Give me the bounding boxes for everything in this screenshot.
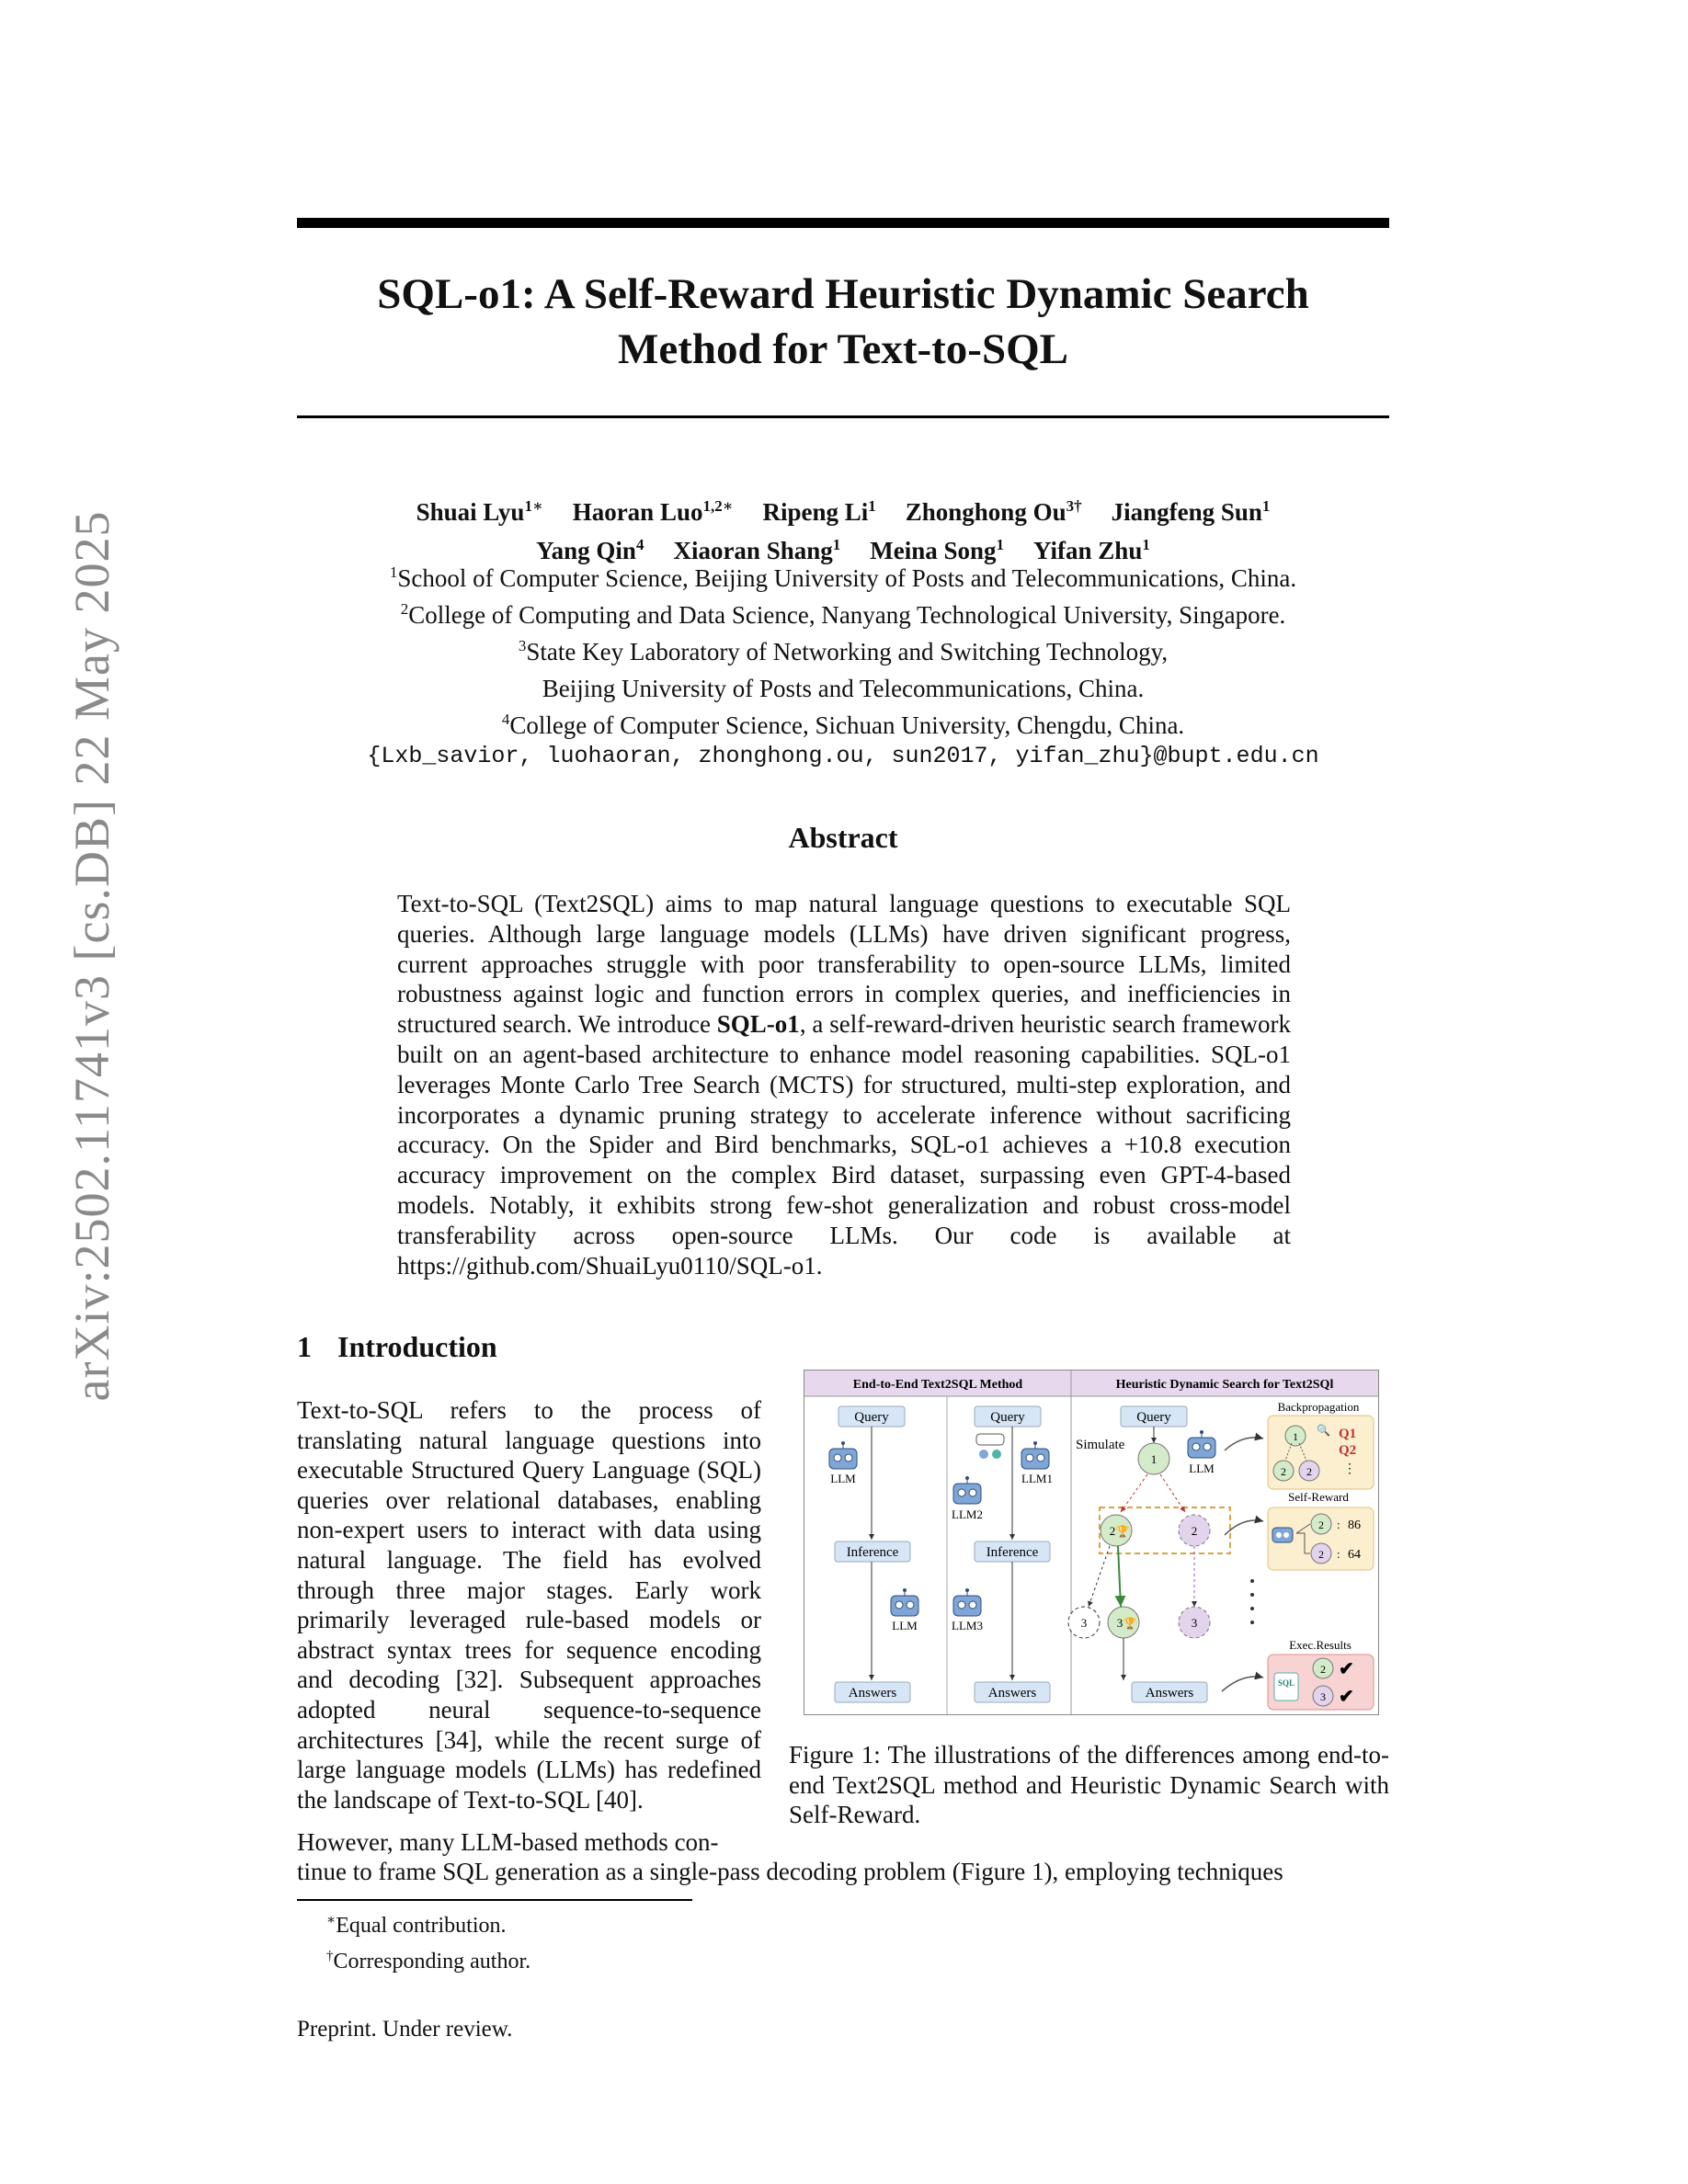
paper-title: [297, 267, 1389, 377]
tree-node-2b-label: 2: [1191, 1524, 1198, 1538]
footnote-equal-contribution: [326, 1905, 530, 1941]
footnote-corresponding-author: [326, 1941, 530, 1977]
sr-node-2b-label: 2: [1318, 1548, 1324, 1561]
section-number: 1: [297, 1330, 312, 1363]
affiliation-line: [297, 704, 1389, 741]
sr-colon-b: :: [1337, 1547, 1340, 1561]
author-name: Yifan Zhu: [1033, 537, 1143, 564]
author-affiliation-mark: 4: [635, 536, 644, 553]
affiliation-mark: 3: [518, 637, 527, 654]
llm-label-a: LLM: [830, 1472, 856, 1485]
reward-score-high: 86: [1348, 1519, 1361, 1532]
exec-node-2-label: 2: [1320, 1663, 1326, 1676]
affiliation-mark: 4: [501, 711, 510, 728]
answers-label-b: Answers: [987, 1686, 1037, 1701]
ellipsis-dot-2: [1250, 1593, 1254, 1597]
affiliation-mark: 1: [389, 563, 398, 581]
reward-score-low: 64: [1348, 1548, 1361, 1562]
author-affiliation-mark: 1,2∗: [702, 497, 734, 515]
q2-label: Q2: [1339, 1443, 1357, 1458]
title-line-1: SQL-o1: A Self-Reward Heuristic Dynamic Search: [377, 270, 1309, 318]
self-reward-label: Self-Reward: [1288, 1490, 1349, 1504]
figure-1-caption: Figure 1: The illustrations of the differences among end-to-end Text2SQL method and Heuristic Dynamic Search with Self-Reward.: [789, 1741, 1389, 1829]
affiliation-mark: 2: [400, 600, 409, 618]
bp-node-1-label: 1: [1293, 1430, 1298, 1443]
simulate-label: Simulate: [1076, 1438, 1125, 1452]
bp-node-2a-label: 2: [1281, 1465, 1286, 1478]
footnote-rule: [297, 1899, 692, 1901]
abstract-text-part-2: , a self-reward-driven heuristic search framework built on an agent-based architecture to enhance model reasoning capabilities. SQL-o1 leverages Monte Carlo Tree Search (MCTS) for structured, multi-step exploration, and incorporates a dynamic pruning strategy to accelerate inference without sacrificing accuracy. On the Spider and Bird benchmarks, SQL-o1 achieves a +10.8 execution accuracy improvement on the complex Bird dataset, surpassing even GPT-4-based models. Notably, it exhibits strong few-shot generalization and robust cross-model transferability across open-source LLMs. Our code is available at https://github.com/ShuaiLyu0110/SQL-o1.: [397, 1010, 1291, 1280]
author-name: Haoran Luo: [572, 498, 703, 526]
title-bottom-rule: [297, 415, 1389, 418]
ellipsis-dot-4: [1250, 1621, 1254, 1624]
author-emails: {Lxb_savior, luohaoran, zhonghong.ou, sun2017, yifan_zhu}@bupt.edu.cn: [367, 743, 1319, 769]
author-list: [297, 490, 1389, 567]
title-top-rule: [297, 218, 1389, 228]
footnotes: [326, 1905, 530, 1977]
llm1-label: LLM1: [1021, 1472, 1053, 1485]
section-heading-introduction: [297, 1330, 497, 1364]
author-entry: [573, 498, 734, 526]
intro-paragraph-1: Text-to-SQL refers to the process of translating natural language questions into executable Structured Query Language (SQL) queries over relational databases, enabling non-expert users to interact with data using natural language. The field has evolved through three major stages. Early work primarily leveraged rule-based models or abstract syntax trees for sequence encoding and decoding [32]. Subsequent approaches adopted neural sequence-to-sequence architectures [34], while the recent surge of large language models (LLMs) has redefined the landscape of Text-to-SQL [40].: [297, 1396, 761, 1814]
bp-vertical-ellipsis: ⋮: [1343, 1462, 1356, 1476]
author-name: Ripeng Li: [762, 498, 869, 526]
left-panel-title: End-to-End Text2SQL Method: [852, 1378, 1023, 1392]
abstract-heading: Abstract: [788, 821, 898, 854]
inference-label-b: Inference: [986, 1545, 1039, 1560]
title-line-2: Method for Text-to-SQL: [617, 325, 1068, 373]
affiliation-line: [297, 594, 1389, 631]
author-name: Jiangfeng Sun: [1111, 498, 1262, 526]
arxiv-identifier-stamp: arXiv:2502.11741v3 [cs.DB] 22 May 2025: [64, 510, 120, 1402]
q1-label: Q1: [1339, 1427, 1357, 1441]
trophy-icon-3b: 🏆: [1123, 1617, 1137, 1630]
affiliation-text: College of Computing and Data Science, Nanyang Technological University, Singapore.: [408, 601, 1286, 629]
checkmark-icon-1: ✔: [1339, 1659, 1354, 1679]
inference-label-a: Inference: [846, 1545, 899, 1560]
llm-label-a2: LLM: [892, 1619, 918, 1632]
answers-label-a: Answers: [848, 1686, 897, 1701]
footnote-equal-text: Equal contribution.: [336, 1914, 507, 1938]
footnote-corresponding-text: Corresponding author.: [333, 1950, 531, 1974]
affiliation-text: College of Computer Science, Sichuan University, Chengdu, China.: [509, 711, 1185, 739]
tree-node-3a-label: 3: [1080, 1616, 1088, 1630]
author-affiliation-mark: 1: [996, 536, 1005, 553]
abstract-text-part-1: Text-to-SQL (Text2SQL) aims to map natural language questions to executable SQL queries. Although large language models (LLMs) have driven significant progress, current approaches struggle with poor transferability to open-source LLMs, limited robustness against logic and function errors in complex queries, and inefficiencies in structured search. We introduce: [397, 890, 1291, 1039]
sr-colon-a: :: [1337, 1518, 1340, 1531]
preprint-notice: Preprint. Under review.: [297, 2017, 513, 2042]
section-title: Introduction: [337, 1330, 497, 1363]
checkmark-icon-2: ✔: [1339, 1687, 1354, 1707]
affiliation-lines: [297, 557, 1389, 741]
sql-badge-label: SQL: [1277, 1678, 1295, 1688]
affiliation-line: [297, 667, 1389, 704]
sr-node-2a-label: 2: [1318, 1519, 1324, 1531]
author-affiliation-mark: 1: [1261, 497, 1271, 515]
tree-node-3b-label: 3: [1116, 1616, 1123, 1630]
author-name: Yang Qin: [536, 537, 636, 564]
affiliation-text: State Key Laboratory of Networking and Switching Technology,: [526, 638, 1169, 665]
abstract-method-name: SQL-o1: [716, 1010, 800, 1039]
footnote-mark-corresponding: †: [326, 1949, 334, 1963]
affiliation-line: [297, 557, 1389, 594]
affiliation-text: School of Computer Science, Beijing University of Posts and Telecommunications, China.: [397, 564, 1297, 592]
author-row-1: [297, 490, 1389, 529]
exec-node-3-label: 3: [1320, 1690, 1326, 1703]
author-affiliation-mark: 1: [832, 536, 841, 553]
affiliation-line: [297, 631, 1389, 667]
author-name: Meina Song: [870, 537, 997, 564]
figure-1: [804, 1370, 1379, 1715]
author-entry: [762, 498, 875, 526]
ellipsis-dot-1: [1250, 1579, 1254, 1583]
tree-node-root-label: 1: [1150, 1452, 1158, 1466]
author-affiliation-mark: 3†: [1066, 497, 1082, 515]
answers-label-c: Answers: [1145, 1686, 1194, 1701]
tree-node-3c-label: 3: [1191, 1616, 1198, 1630]
abstract-body: [397, 889, 1291, 1280]
tree-node-2a-label: 2: [1109, 1524, 1116, 1538]
author-entry: [416, 498, 543, 526]
ellipsis-dot-3: [1250, 1607, 1254, 1610]
query-label-a: Query: [854, 1410, 889, 1425]
author-affiliation-mark: 1∗: [524, 497, 543, 515]
author-name: Shuai Lyu: [416, 498, 525, 526]
trophy-icon-2a: 🏆: [1115, 1525, 1130, 1538]
bp-node-2b-label: 2: [1306, 1465, 1312, 1478]
llm2-label: LLM2: [952, 1507, 983, 1521]
llm3-label: LLM3: [952, 1619, 983, 1632]
intro-paragraph-2-start: However, many LLM-based methods con-: [297, 1828, 719, 1856]
query-label-b: Query: [990, 1410, 1025, 1425]
intro-paragraph-2-continuation: tinue to frame SQL generation as a single-pass decoding problem (Figure 1), employing techniques: [297, 1858, 1283, 1885]
author-name: Xiaoran Shang: [673, 537, 833, 564]
figure-1-diagram: [804, 1370, 1379, 1715]
author-affiliation-mark: 1: [1142, 536, 1150, 553]
query-label-c: Query: [1136, 1410, 1171, 1425]
right-panel-title: Heuristic Dynamic Search for Text2SQl: [1115, 1378, 1334, 1392]
author-entry: [1112, 498, 1271, 526]
magnifier-icon: 🔍: [1317, 1424, 1330, 1437]
backpropagation-label: Backpropagation: [1277, 1400, 1360, 1414]
author-entry: [906, 498, 1082, 526]
llm-label-c: LLM: [1189, 1462, 1215, 1475]
affiliation-text: Beijing University of Posts and Telecommunications, China.: [542, 675, 1145, 702]
exec-results-label: Exec.Results: [1289, 1638, 1352, 1652]
author-name: Zhonghong Ou: [905, 498, 1066, 526]
author-affiliation-mark: 1: [868, 497, 876, 515]
robot-icon-self-reward: [1272, 1528, 1293, 1542]
footnote-mark-equal: ∗: [326, 1913, 336, 1928]
affiliation-list: [297, 557, 1389, 772]
